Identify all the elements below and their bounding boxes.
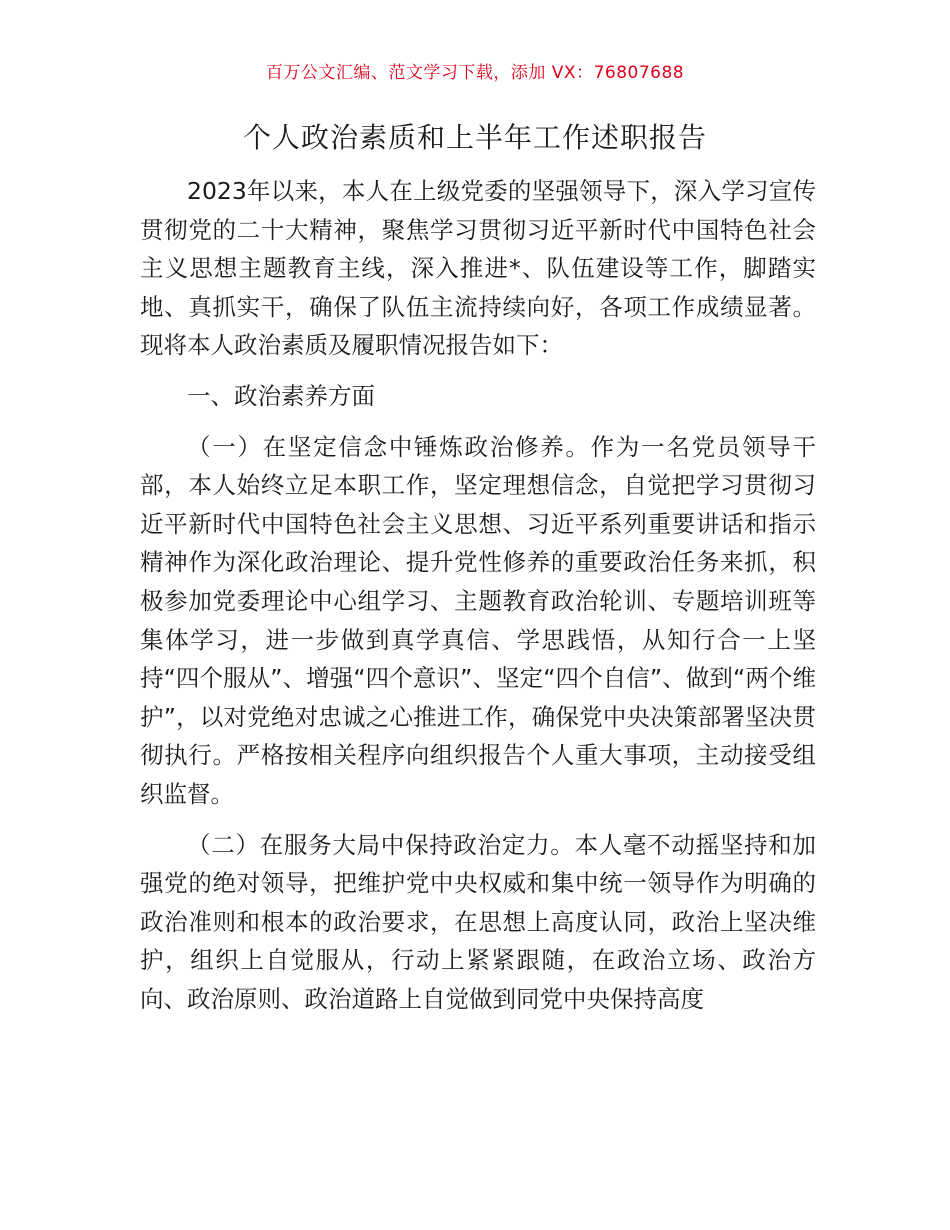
paragraph-political-resolve: （二）在服务大局中保持政治定力。本人毫不动摇坚持和加强党的绝对领导，把维护党中央权威和集中统一领导作为明确的政治准则和根本的政治要求，在思想上高度认同，政治上坚决维护，组织上自觉服从，行动上紧紧跟随，在政治立场、政治方向、政治原则、政治道路上自觉做到同党中央保持高度 (140, 830, 816, 1013)
document-body (140, 172, 816, 1018)
document-title: 个人政治素质和上半年工作述职报告 (242, 121, 707, 154)
paragraph-firm-belief: （一）在坚定信念中锤炼政治修养。作为一名党员领导干部，本人始终立足本职工作，坚定理想信念，自觉把学习贯彻习近平新时代中国特色社会主义思想、习近平系列重要讲话和指示精神作为深化政治理论、提升党性修养的重要政治任务来抓，积极参加党委理论中心组学习、主题教育政治轮训、专题培训班等集体学习，进一步做到真学真信、学思践悟，从知行合一上坚持“四个服从”、增强“四个意识”、坚定“四个自信”、做到“两个维护”，以对党绝对忠诚之心推进工作，确保党中央决策部署坚决贯彻执行。严格按相关程序向组织报告个人重大事项，主动接受组织监督。 (140, 432, 816, 808)
watermark-header: 百万公文汇编、范文学习下载，添加 VX：76807688 (265, 63, 685, 83)
section-heading-political-quality: 一、政治素养方面 (187, 381, 375, 410)
intro-paragraph: 2023年以来，本人在上级党委的坚强领导下，深入学习宣传贯彻党的二十大精神，聚焦学习贯彻习近平新时代中国特色社会主义思想主题教育主线，深入推进*、队伍建设等工作，脚踏实地、真抓实干，确保了队伍主流持续向好，各项工作成绩显著。现将本人政治素质及履职情况报告如下： (140, 177, 816, 360)
